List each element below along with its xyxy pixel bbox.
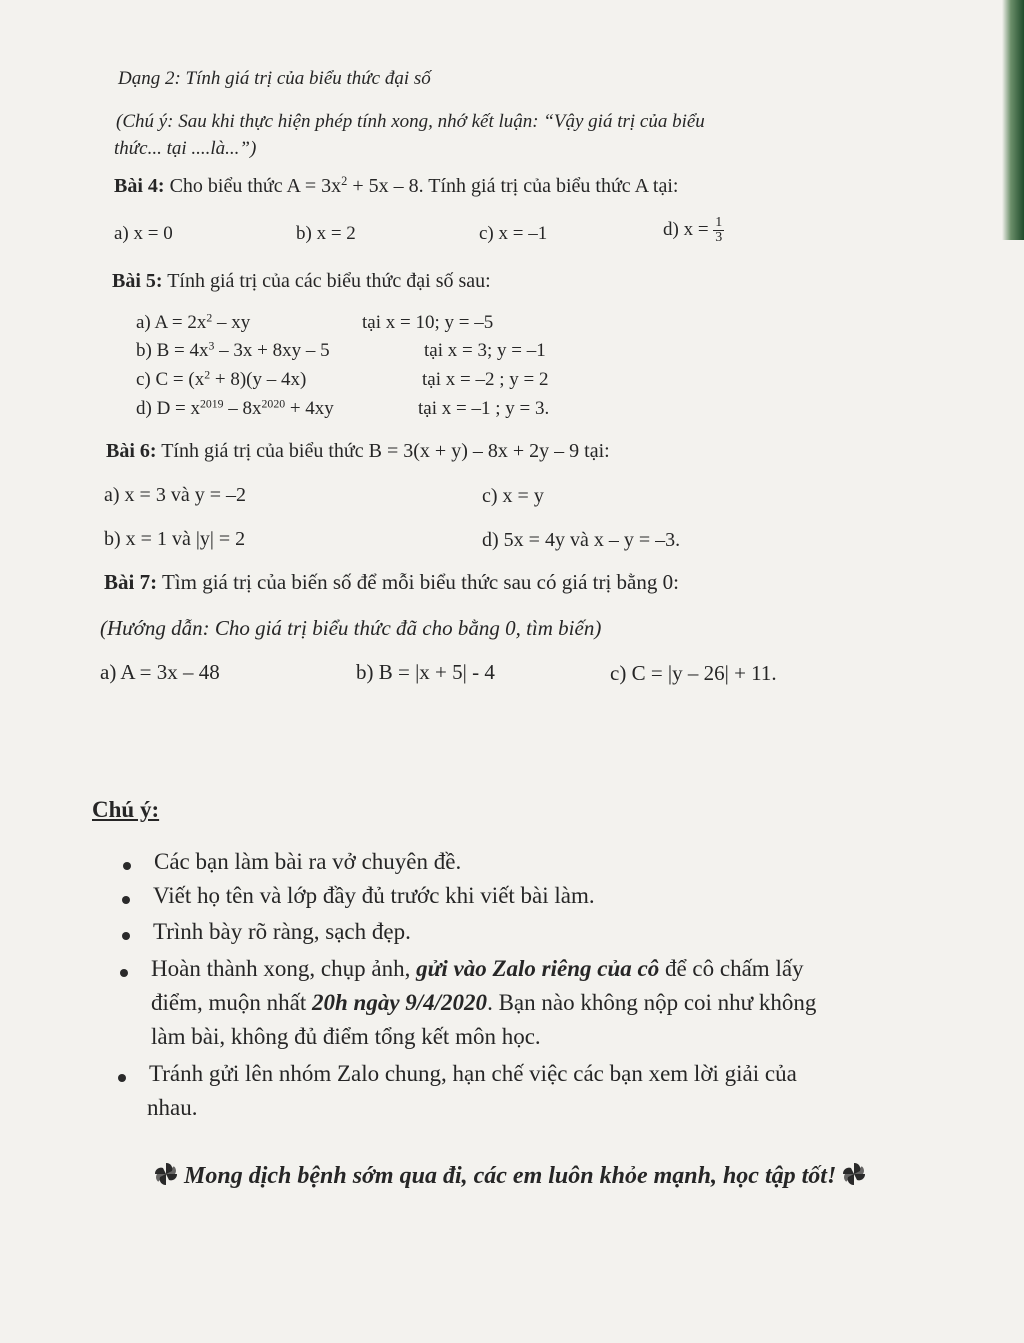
notice-4-l2-post: . Bạn nào không nộp coi như không xyxy=(487,990,817,1015)
expr-d-pre: d) D = x xyxy=(136,398,201,419)
note-line-2: thức... tại ....là...”) xyxy=(114,138,257,159)
bai6-item-a: a) x = 3 và y = –2 xyxy=(104,484,246,506)
notice-item-4-line-2 xyxy=(151,990,816,1016)
bai5-prompt xyxy=(112,270,491,293)
bai7-prompt xyxy=(104,570,679,595)
notice-4-post: để cô chấm lấy xyxy=(659,956,804,981)
notice-4-pre: Hoàn thành xong, chụp ảnh, xyxy=(151,956,417,981)
bai4-label: Bài 4: xyxy=(114,175,165,197)
bai5-at-c: tại x = –2 ; y = 2 xyxy=(422,369,549,390)
expr-a-sup: 2 xyxy=(206,311,213,325)
bai5-expr-b xyxy=(136,340,330,362)
fraction-denominator: 3 xyxy=(715,230,723,245)
expr-c-post: + 8)(y – 4x) xyxy=(210,369,307,390)
notice-item-4-line-3: làm bài, không đủ điểm tổng kết môn học. xyxy=(151,1024,541,1049)
bai7-text: Tìm giá trị của biến số để mỗi biểu thức sau có giá trị bằng 0: xyxy=(157,570,679,594)
closing-message xyxy=(154,1162,866,1190)
bai6-prompt xyxy=(106,440,610,463)
notice-item-4-line-1 xyxy=(151,956,804,982)
notice-item-3: Trình bày rõ ràng, sạch đẹp. xyxy=(153,919,411,944)
expr-d-sup-2: 2020 xyxy=(261,397,286,411)
expr-d-sup-1: 2019 xyxy=(200,397,224,411)
bai7-item-b: b) B = |x + 5| - 4 xyxy=(356,660,495,684)
expr-c-pre: c) C = (x xyxy=(136,369,205,390)
bai4-item-d-prefix: d) x = xyxy=(663,218,714,240)
bullet-dot xyxy=(120,969,128,977)
note-line-1: (Chú ý: Sau khi thực hiện phép tính xong, nhớ kết luận: “Vậy giá trị của biểu xyxy=(116,111,705,132)
expr-b-sup: 3 xyxy=(208,339,215,353)
bai4-prompt xyxy=(114,175,678,198)
notice-item-5-line-2: nhau. xyxy=(147,1095,198,1120)
expr-b-post: – 3x + 8xy – 5 xyxy=(214,340,330,361)
bullet-dot xyxy=(118,1074,126,1082)
expr-c-sup: 2 xyxy=(204,368,211,382)
notice-item-2: Viết họ tên và lớp đầy đủ trước khi viết bài làm. xyxy=(153,883,595,908)
bai4-text-b: + 5x – 8. Tính giá trị của biểu thức A tại: xyxy=(347,175,679,197)
notice-4-deadline: 20h ngày 9/4/2020 xyxy=(311,990,488,1015)
fraction xyxy=(713,216,724,245)
pinwheel-icon xyxy=(842,1162,866,1186)
bai6-item-c: c) x = y xyxy=(482,485,544,507)
bai4-item-d xyxy=(663,216,724,245)
bai5-at-a: tại x = 10; y = –5 xyxy=(362,312,494,333)
bai5-at-b: tại x = 3; y = –1 xyxy=(424,340,546,361)
notice-4-l2-pre: điểm, muộn nhất xyxy=(151,990,312,1015)
bai7-item-a: a) A = 3x – 48 xyxy=(100,660,220,684)
bai5-label: Bài 5: xyxy=(112,270,163,292)
bai7-item-c: c) C = |y – 26| + 11. xyxy=(610,661,777,685)
expr-a-post: – xy xyxy=(212,312,251,333)
notice-4-emphasis: gửi vào Zalo riêng của cô xyxy=(416,956,660,981)
closing-text: Mong dịch bệnh sớm qua đi, các em luôn khỏe mạnh, học tập tốt! xyxy=(184,1163,837,1189)
bullet-dot xyxy=(123,862,131,870)
bai6-item-b: b) x = 1 và |y| = 2 xyxy=(104,528,246,550)
bai5-expr-c xyxy=(136,369,306,391)
pinwheel-icon xyxy=(154,1162,178,1186)
expr-a-pre: a) A = 2x xyxy=(136,312,207,333)
section-title: Dạng 2: Tính giá trị của biểu thức đại số xyxy=(118,68,431,89)
notice-item-1: Các bạn làm bài ra vở chuyên đề. xyxy=(154,849,462,874)
fraction-numerator: 1 xyxy=(715,215,723,230)
bai7-label: Bài 7: xyxy=(104,570,158,594)
bai4-item-c: c) x = –1 xyxy=(479,223,548,244)
bai7-hint: (Hướng dẫn: Cho giá trị biểu thức đã cho bằng 0, tìm biến) xyxy=(100,616,602,640)
expr-b-pre: b) B = 4x xyxy=(136,340,209,361)
bai4-item-a: a) x = 0 xyxy=(114,223,173,244)
bai5-expr-a xyxy=(136,312,250,334)
bullet-dot xyxy=(122,932,130,940)
notice-item-5-line-1: Tránh gửi lên nhóm Zalo chung, hạn chế việc các bạn xem lời giải của xyxy=(149,1061,797,1086)
bai5-text: Tính giá trị của các biểu thức đại số sau: xyxy=(162,270,491,292)
bai4-text-a: Cho biểu thức A = 3x xyxy=(164,175,342,197)
bai6-text: Tính giá trị của biểu thức B = 3(x + y) – 8x + 2y – 9 tại: xyxy=(156,440,610,462)
bai5-at-d: tại x = –1 ; y = 3. xyxy=(418,398,550,419)
bai6-label: Bài 6: xyxy=(106,440,157,462)
bullet-dot xyxy=(122,896,130,904)
notice-title: Chú ý: xyxy=(92,797,160,822)
bai6-item-d: d) 5x = 4y và x – y = –3. xyxy=(482,529,681,551)
expr-d-mid: – 8x xyxy=(223,398,262,419)
bai4-item-b: b) x = 2 xyxy=(296,223,356,244)
bai4-sup: 2 xyxy=(341,174,348,189)
expr-d-post: + 4xy xyxy=(285,398,334,419)
bai5-expr-d xyxy=(136,398,334,420)
